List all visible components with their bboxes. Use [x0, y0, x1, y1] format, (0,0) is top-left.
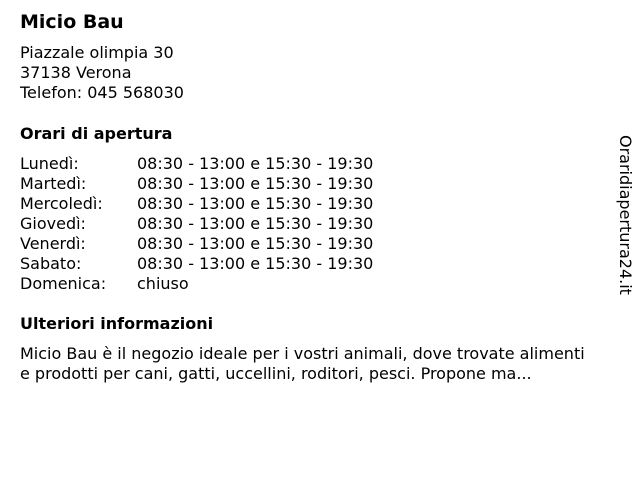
hours-row-sunday: [20, 274, 420, 294]
additional-info-title: Ulteriori informazioni: [20, 314, 214, 333]
day-label: Mercoledì:: [20, 194, 103, 213]
day-label: Lunedì:: [20, 154, 79, 173]
additional-info-text: Micio Bau è il negozio ideale per i vostri animali, dove trovate alimenti e prodotti per cani, gatti, uccellini, roditori, pesci. Propone ma...: [20, 344, 585, 383]
hours-row-saturday: [20, 254, 420, 274]
day-label: Sabato:: [20, 254, 82, 273]
hours-row-tuesday: [20, 174, 420, 194]
hours-value: chiuso: [137, 274, 189, 293]
business-name: Micio Bau: [20, 11, 124, 33]
hours-value: 08:30 - 13:00 e 15:30 - 19:30: [137, 154, 374, 173]
day-label: Martedì:: [20, 174, 87, 193]
hours-value: 08:30 - 13:00 e 15:30 - 19:30: [137, 234, 374, 253]
hours-row-friday: [20, 234, 420, 254]
business-address: [20, 43, 184, 103]
opening-hours-title: Orari di apertura: [20, 124, 173, 143]
hours-value: 08:30 - 13:00 e 15:30 - 19:30: [137, 194, 374, 213]
hours-value: 08:30 - 13:00 e 15:30 - 19:30: [137, 214, 374, 233]
hours-value: 08:30 - 13:00 e 15:30 - 19:30: [137, 174, 374, 193]
site-watermark-label: Oraridiapertura24.it: [616, 135, 635, 295]
hours-row-thursday: [20, 214, 420, 234]
opening-hours-table: [20, 154, 420, 294]
hours-value: 08:30 - 13:00 e 15:30 - 19:30: [137, 254, 374, 273]
day-label: Venerdì:: [20, 234, 86, 253]
day-label: Giovedì:: [20, 214, 86, 233]
phone-line: Telefon: 045 568030: [20, 83, 184, 102]
address-line: Piazzale olimpia 30: [20, 43, 174, 62]
hours-row-monday: [20, 154, 420, 174]
day-label: Domenica:: [20, 274, 107, 293]
hours-row-wednesday: [20, 194, 420, 214]
city-line: 37138 Verona: [20, 63, 132, 82]
